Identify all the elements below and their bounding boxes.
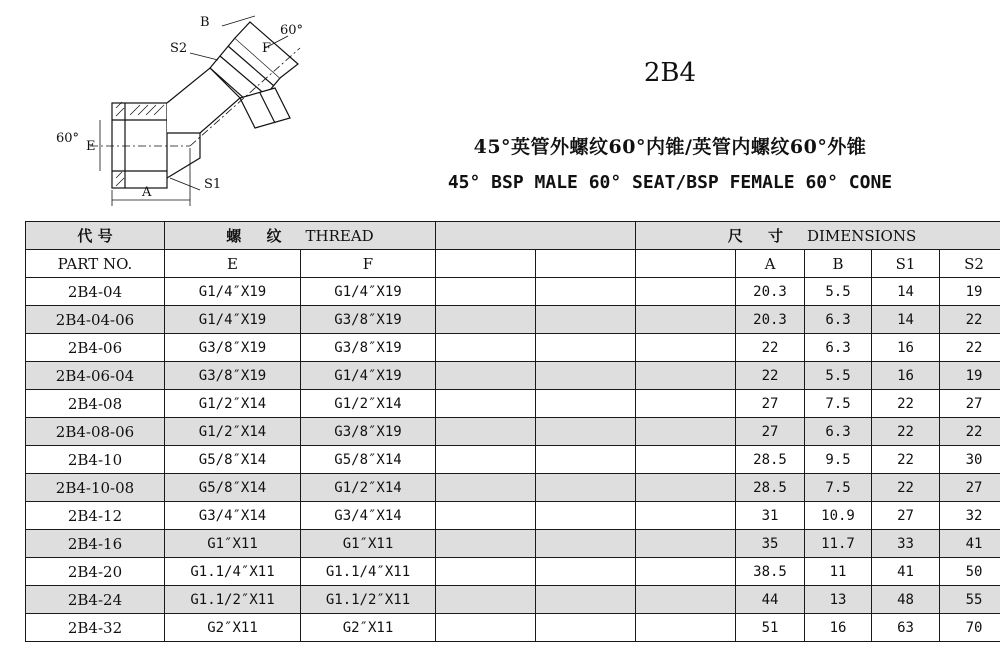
table-row — [26, 362, 1000, 390]
table-row — [26, 614, 1000, 642]
thread-e-cell: G2″X11 — [165, 614, 301, 642]
part-number-cell: 2B4-10-08 — [26, 474, 165, 502]
dim-s2-cell: 27 — [940, 474, 1000, 502]
dim-s1-cell: 22 — [872, 474, 940, 502]
blank-cell — [436, 418, 536, 446]
dimensions-table — [25, 221, 1000, 642]
dim-b-cell: 6.3 — [805, 418, 872, 446]
dim-s1-cell: 48 — [872, 586, 940, 614]
blank-cell — [436, 278, 536, 306]
blank-cell — [536, 278, 636, 306]
table-row — [26, 390, 1000, 418]
part-number-cell: 2B4-08 — [26, 390, 165, 418]
blank-cell — [536, 586, 636, 614]
dim-s1-cell: 16 — [872, 362, 940, 390]
header-thread: 螺 纹 THREAD — [165, 222, 436, 250]
blank-cell — [636, 530, 736, 558]
blank-cell — [536, 530, 636, 558]
thread-e-cell: G1/2″X14 — [165, 418, 301, 446]
dim-s1-cell: 22 — [872, 390, 940, 418]
dim-b-cell: 10.9 — [805, 502, 872, 530]
drawing-label-a: A — [142, 185, 152, 200]
blank-cell — [436, 334, 536, 362]
blank-cell — [636, 502, 736, 530]
blank-cell — [536, 418, 636, 446]
table-row — [26, 334, 1000, 362]
drawing-label-f: F — [262, 41, 272, 56]
dim-s2-cell: 41 — [940, 530, 1000, 558]
dim-s1-cell: 22 — [872, 418, 940, 446]
part-number-cell: 2B4-10 — [26, 446, 165, 474]
blank-cell — [636, 362, 736, 390]
table-row — [26, 306, 1000, 334]
blank-cell — [636, 306, 736, 334]
thread-f-cell: G1/4″X19 — [301, 278, 436, 306]
thread-e-cell: G1/4″X19 — [165, 278, 301, 306]
dim-a-cell: 27 — [736, 418, 805, 446]
blank-cell — [636, 390, 736, 418]
dim-s2-cell: 19 — [940, 278, 1000, 306]
blank-cell — [436, 502, 536, 530]
blank-cell — [436, 586, 536, 614]
thread-f-cell: G1/2″X14 — [301, 474, 436, 502]
dim-s1-cell: 41 — [872, 558, 940, 586]
dim-a-cell: 31 — [736, 502, 805, 530]
blank-cell — [436, 474, 536, 502]
thread-e-cell: G3/4″X14 — [165, 502, 301, 530]
dim-s2-cell: 55 — [940, 586, 1000, 614]
dim-s1-cell: 14 — [872, 278, 940, 306]
dim-a-cell: 44 — [736, 586, 805, 614]
dim-b-cell: 7.5 — [805, 390, 872, 418]
blank-cell — [536, 306, 636, 334]
header-dimensions: 尺 寸 DIMENSIONS — [636, 222, 1000, 250]
table-row — [26, 474, 1000, 502]
drawing-label-60-top: 60° — [280, 23, 304, 38]
blank-cell — [536, 446, 636, 474]
table-row — [26, 418, 1000, 446]
dim-s2-cell: 27 — [940, 390, 1000, 418]
header-code-cn: 代 号 — [26, 222, 165, 250]
thread-f-cell: G1/4″X19 — [301, 362, 436, 390]
title-chinese: 45°英管外螺纹60°内锥/英管内螺纹60°外锥 — [473, 136, 867, 158]
thread-f-cell: G3/8″X19 — [301, 306, 436, 334]
thread-f-cell: G3/4″X14 — [301, 502, 436, 530]
blank-cell — [436, 390, 536, 418]
part-number-cell: 2B4-12 — [26, 502, 165, 530]
blank-cell — [436, 362, 536, 390]
header-e: E — [165, 250, 301, 278]
dim-b-cell: 7.5 — [805, 474, 872, 502]
blank-cell — [536, 334, 636, 362]
part-number-cell: 2B4-20 — [26, 558, 165, 586]
dim-a-cell: 27 — [736, 390, 805, 418]
dim-b-cell: 16 — [805, 614, 872, 642]
blank-cell — [436, 530, 536, 558]
blank-cell — [536, 614, 636, 642]
drawing-label-b: B — [200, 15, 210, 30]
thread-e-cell: G1/2″X14 — [165, 390, 301, 418]
dim-s1-cell: 14 — [872, 306, 940, 334]
dim-b-cell: 11 — [805, 558, 872, 586]
blank-cell — [536, 558, 636, 586]
header-f: F — [301, 250, 436, 278]
thread-f-cell: G5/8″X14 — [301, 446, 436, 474]
header-a: A — [736, 250, 805, 278]
blank-cell — [436, 558, 536, 586]
thread-e-cell: G1.1/4″X11 — [165, 558, 301, 586]
dim-a-cell: 20.3 — [736, 278, 805, 306]
dim-a-cell: 35 — [736, 530, 805, 558]
header-empty — [636, 250, 736, 278]
part-number-cell: 2B4-06 — [26, 334, 165, 362]
blank-cell — [436, 614, 536, 642]
table-row — [26, 278, 1000, 306]
part-number-cell: 2B4-04-06 — [26, 306, 165, 334]
blank-cell — [436, 306, 536, 334]
drawing-label-s1: S1 — [204, 177, 222, 192]
header-blank-1 — [436, 222, 636, 250]
blank-cell — [536, 362, 636, 390]
blank-cell — [536, 474, 636, 502]
table-row — [26, 502, 1000, 530]
blank-cell — [636, 446, 736, 474]
thread-e-cell: G1.1/2″X11 — [165, 586, 301, 614]
thread-f-cell: G1.1/4″X11 — [301, 558, 436, 586]
dim-b-cell: 6.3 — [805, 306, 872, 334]
header-empty — [536, 250, 636, 278]
header-s1: S1 — [872, 250, 940, 278]
dim-s2-cell: 30 — [940, 446, 1000, 474]
dim-a-cell: 20.3 — [736, 306, 805, 334]
header-part-no: PART NO. — [26, 250, 165, 278]
header-b: B — [805, 250, 872, 278]
blank-cell — [636, 334, 736, 362]
blank-cell — [536, 502, 636, 530]
thread-f-cell: G1.1/2″X11 — [301, 586, 436, 614]
dim-a-cell: 51 — [736, 614, 805, 642]
header-empty — [436, 250, 536, 278]
dim-b-cell: 5.5 — [805, 278, 872, 306]
blank-cell — [636, 474, 736, 502]
thread-f-cell: G1/2″X14 — [301, 390, 436, 418]
dim-b-cell: 6.3 — [805, 334, 872, 362]
dim-s2-cell: 19 — [940, 362, 1000, 390]
blank-cell — [536, 390, 636, 418]
drawing-label-e: E — [86, 139, 96, 154]
dim-a-cell: 28.5 — [736, 446, 805, 474]
blank-cell — [436, 446, 536, 474]
dim-s1-cell: 22 — [872, 446, 940, 474]
part-number-cell: 2B4-24 — [26, 586, 165, 614]
blank-cell — [636, 558, 736, 586]
dim-b-cell: 13 — [805, 586, 872, 614]
dim-a-cell: 28.5 — [736, 474, 805, 502]
fitting-technical-drawing — [50, 8, 330, 208]
dim-a-cell: 22 — [736, 362, 805, 390]
title-english: 45° BSP MALE 60° SEAT/BSP FEMALE 60° CONE — [447, 172, 893, 193]
table-row — [26, 586, 1000, 614]
thread-e-cell: G5/8″X14 — [165, 474, 301, 502]
part-number-cell: 2B4-08-06 — [26, 418, 165, 446]
dim-s2-cell: 22 — [940, 334, 1000, 362]
part-number-cell: 2B4-04 — [26, 278, 165, 306]
blank-cell — [636, 586, 736, 614]
thread-e-cell: G5/8″X14 — [165, 446, 301, 474]
dim-s2-cell: 22 — [940, 418, 1000, 446]
dim-a-cell: 38.5 — [736, 558, 805, 586]
thread-e-cell: G3/8″X19 — [165, 362, 301, 390]
dim-s2-cell: 22 — [940, 306, 1000, 334]
drawing-label-s2: S2 — [170, 41, 188, 56]
dim-s2-cell: 70 — [940, 614, 1000, 642]
dim-b-cell: 11.7 — [805, 530, 872, 558]
table-header-row-1 — [26, 222, 1000, 250]
thread-f-cell: G3/8″X19 — [301, 334, 436, 362]
thread-f-cell: G3/8″X19 — [301, 418, 436, 446]
dim-b-cell: 5.5 — [805, 362, 872, 390]
part-series-code: 2B4 — [643, 58, 697, 88]
blank-cell — [636, 614, 736, 642]
thread-e-cell: G3/8″X19 — [165, 334, 301, 362]
thread-f-cell: G2″X11 — [301, 614, 436, 642]
part-number-cell: 2B4-32 — [26, 614, 165, 642]
dim-s2-cell: 50 — [940, 558, 1000, 586]
thread-f-cell: G1″X11 — [301, 530, 436, 558]
dim-s1-cell: 27 — [872, 502, 940, 530]
table-header-row-2 — [26, 250, 1000, 278]
thread-e-cell: G1″X11 — [165, 530, 301, 558]
dim-b-cell: 9.5 — [805, 446, 872, 474]
blank-cell — [636, 418, 736, 446]
dim-a-cell: 22 — [736, 334, 805, 362]
table-row — [26, 558, 1000, 586]
dim-s1-cell: 33 — [872, 530, 940, 558]
part-number-cell: 2B4-06-04 — [26, 362, 165, 390]
part-number-cell: 2B4-16 — [26, 530, 165, 558]
header-s2: S2 — [940, 250, 1000, 278]
table-row — [26, 530, 1000, 558]
drawing-label-60-left: 60° — [56, 131, 80, 146]
dim-s1-cell: 16 — [872, 334, 940, 362]
thread-e-cell: G1/4″X19 — [165, 306, 301, 334]
dim-s1-cell: 63 — [872, 614, 940, 642]
blank-cell — [636, 278, 736, 306]
dim-s2-cell: 32 — [940, 502, 1000, 530]
table-row — [26, 446, 1000, 474]
